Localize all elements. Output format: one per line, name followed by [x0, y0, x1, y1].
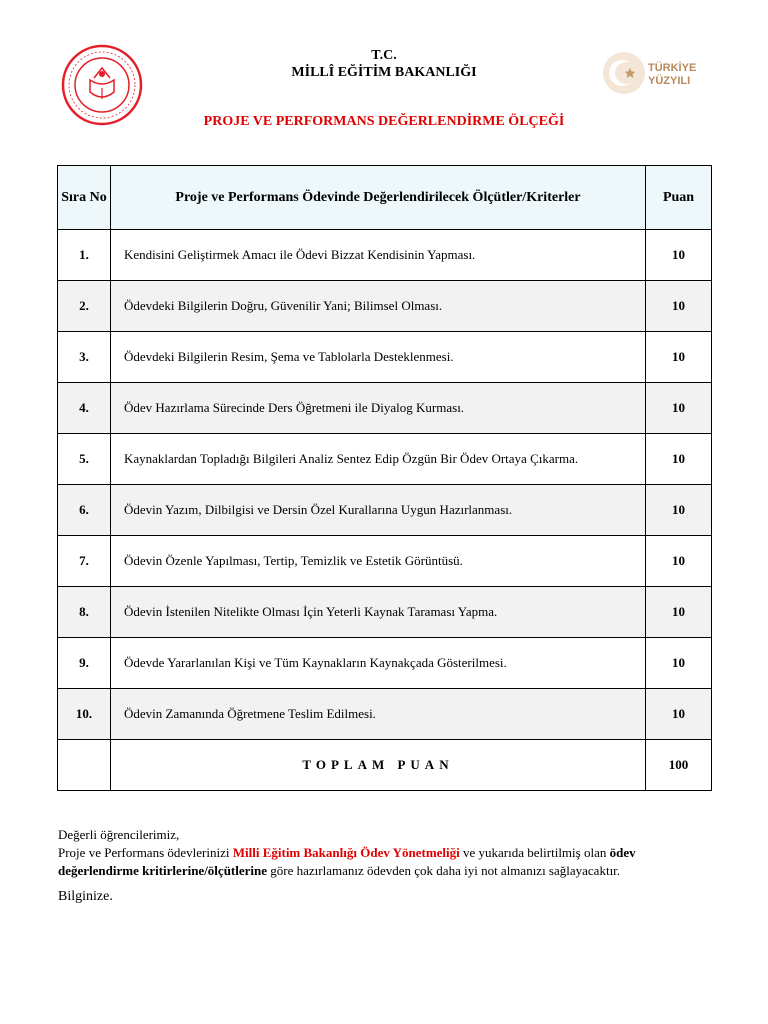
footer-note: [58, 826, 718, 906]
table-row: [58, 230, 712, 281]
instruction-text-c: göre hazırlamanız ödevden çok daha iyi not almanızı sağlayacaktır.: [267, 863, 621, 878]
row-no: 3.: [58, 332, 111, 383]
row-criteria: Ödevin Özenle Yapılması, Tertip, Temizlik ve Estetik Görüntüsü.: [111, 536, 646, 587]
row-no: 4.: [58, 383, 111, 434]
table-row: [58, 536, 712, 587]
total-row: [58, 740, 712, 791]
row-criteria: Kendisini Geliştirmek Amacı ile Ödevi Bizzat Kendisinin Yapması.: [111, 230, 646, 281]
row-no: 6.: [58, 485, 111, 536]
closing: Bilginize.: [58, 889, 113, 904]
row-score: 10: [646, 689, 712, 740]
header-tc: T.C.: [371, 48, 397, 63]
evaluation-table: [57, 165, 712, 791]
row-score: 10: [646, 638, 712, 689]
instruction-text-a: Proje ve Performans ödevlerinizi: [58, 845, 233, 860]
table-row: [58, 638, 712, 689]
table-row: [58, 485, 712, 536]
row-criteria: Ödevdeki Bilgilerin Resim, Şema ve Tablolarla Desteklenmesi.: [111, 332, 646, 383]
table-row: [58, 689, 712, 740]
header-score: Puan: [646, 166, 712, 230]
row-score: 10: [646, 281, 712, 332]
row-score: 10: [646, 485, 712, 536]
row-criteria: Ödevdeki Bilgilerin Doğru, Güvenilir Yani; Bilimsel Olması.: [111, 281, 646, 332]
row-score: 10: [646, 332, 712, 383]
row-score: 10: [646, 587, 712, 638]
logo-line2: YÜZYILI: [648, 75, 691, 87]
instruction-paragraph: [58, 844, 718, 880]
table-row: [58, 383, 712, 434]
page-title: PROJE VE PERFORMANS DEĞERLENDİRME ÖLÇEĞİ: [203, 114, 565, 129]
row-criteria: Ödevde Yararlanılan Kişi ve Tüm Kaynakların Kaynakçada Gösterilmesi.: [111, 638, 646, 689]
row-no: 7.: [58, 536, 111, 587]
total-value: 100: [646, 740, 712, 791]
table-row: [58, 332, 712, 383]
row-criteria: Ödevin İstenilen Nitelikte Olması İçin Yeterli Kaynak Taraması Yapma.: [111, 587, 646, 638]
greeting: Değerli öğrencilerimiz,: [58, 827, 180, 842]
row-no: 1.: [58, 230, 111, 281]
row-no: 9.: [58, 638, 111, 689]
row-criteria: Ödev Hazırlama Sürecinde Ders Öğretmeni ile Diyalog Kurması.: [111, 383, 646, 434]
row-no: 5.: [58, 434, 111, 485]
row-criteria: Ödevin Zamanında Öğretmene Teslim Edilmesi.: [111, 689, 646, 740]
row-score: 10: [646, 434, 712, 485]
table-row: [58, 434, 712, 485]
row-no: 10.: [58, 689, 111, 740]
total-label: TOPLAM PUAN: [111, 740, 646, 791]
row-no: 2.: [58, 281, 111, 332]
regulation-reference: Milli Eğitim Bakanlığı Ödev Yönetmeliği: [232, 845, 460, 860]
table-row: [58, 587, 712, 638]
row-criteria: Ödevin Yazım, Dilbilgisi ve Dersin Özel Kurallarına Uygun Hazırlanması.: [111, 485, 646, 536]
row-no: 8.: [58, 587, 111, 638]
instruction-text-b: ve yukarıda belirtilmiş olan: [459, 845, 610, 860]
header-no: Sıra No: [58, 166, 111, 230]
header-ministry: MİLLÎ EĞİTİM BAKANLIĞI: [291, 65, 477, 80]
table-row: [58, 281, 712, 332]
row-criteria: Kaynaklardan Topladığı Bilgileri Analiz Sentez Edip Özgün Bir Ödev Ortaya Çıkarma.: [111, 434, 646, 485]
header-criteria: Proje ve Performans Ödevinde Değerlendirilecek Ölçütler/Kriterler: [111, 166, 646, 230]
row-score: 10: [646, 230, 712, 281]
row-score: 10: [646, 383, 712, 434]
document-header: [0, 48, 768, 82]
total-empty-cell: [58, 740, 111, 791]
table-header-row: [58, 166, 712, 230]
logo-line1: TÜRKİYE: [648, 62, 697, 74]
row-score: 10: [646, 536, 712, 587]
criteria-reference: ödev değerlendirme kritirlerine/ölçütlerine: [58, 845, 636, 878]
